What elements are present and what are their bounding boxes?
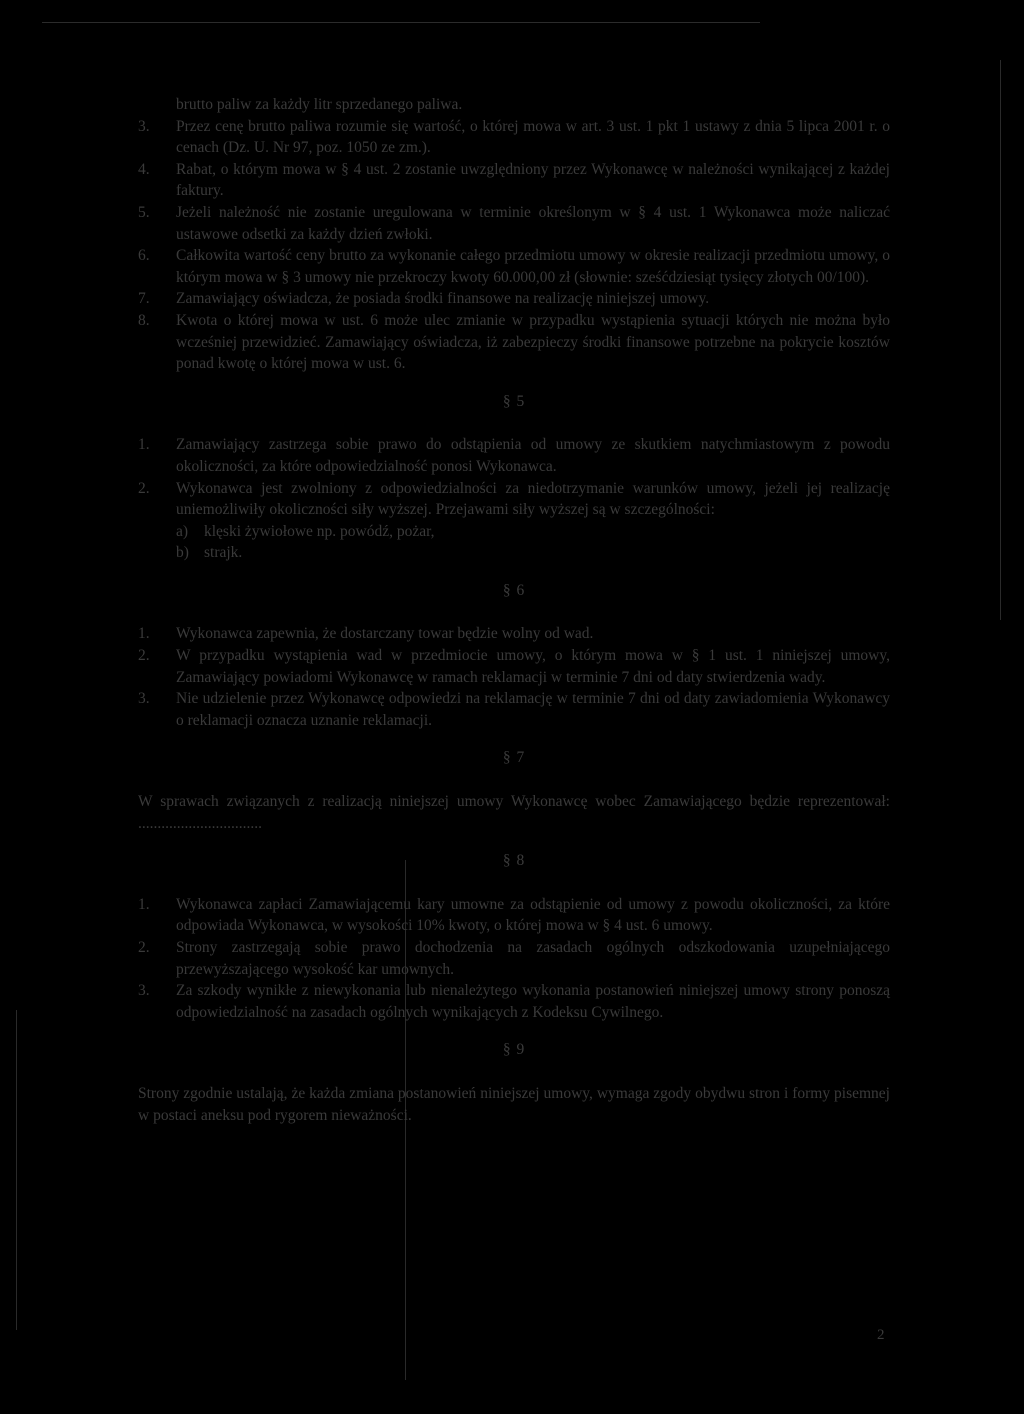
s4-list <box>138 116 890 375</box>
s4-item: 4. Rabat, o którym mowa w § 4 ust. 2 zostanie uwzględniony przez Wykonawcę w należności wynikającej z każdej faktury. <box>138 160 890 200</box>
s5-subitem: a) klęski żywiołowe np. powódź, pożar, <box>176 522 435 540</box>
s4-item: 7. Zamawiający oświadcza, że posiada środki finansowe na realizację niniejszej umowy. <box>138 290 710 308</box>
document-body <box>138 94 890 1126</box>
s6-item: 1. Wykonawca zapewnia, że dostarczany towar będzie wolny od wad. <box>138 625 594 643</box>
section-heading-8: § 8 <box>502 852 526 870</box>
s4-continuation: brutto paliw za każdy litr sprzedanego paliwa. <box>176 96 463 113</box>
s4-item: 5. Jeżeli należność nie zostanie uregulowana w terminie określonym w § 4 ust. 1 Wykonawca może naliczać ustawowe odsetki za każdy dzień zwłoki. <box>138 203 890 243</box>
page-number: 2 <box>877 1327 885 1343</box>
s5-subitem: b) strajk. <box>176 544 243 562</box>
s8-list <box>138 894 890 1024</box>
section-heading-6: § 6 <box>502 581 526 599</box>
s4-item: 3. Przez cenę brutto paliwa rozumie się wartość, o której mowa w art. 3 ust. 1 pkt 1 ustawy z dnia 5 lipca 2001 r. o cenach (Dz. U. Nr 97, poz. 1050 ze zm.). <box>138 117 890 157</box>
s5-item: 1. Zamawiający zastrzega sobie prawo do odstąpienia od umowy ze skutkiem natychmiastowym z powodu okoliczności, za które odpowiedzialność ponosi Wykonawca. <box>138 436 890 475</box>
s6-item: 3. Nie udzielenie przez Wykonawcę odpowiedzi na reklamację w terminie 7 dni od daty zawiadomienia Wykonawcy o reklamacji oznacza uznanie reklamacji. <box>138 690 890 729</box>
s8-item: 3. Za szkody wynikłe z niewykonania lub nienależytego wykonania postanowień niniejszej umowy strony ponoszą odpowiedzialność na zasadach ogólnych wynikających z Kodeksu Cywilnego. <box>138 982 890 1021</box>
s4-item: 8. Kwota o której mowa w ust. 6 może ulec zmianie w przypadku wystąpienia sytuacji których nie można było wcześniej przewidzieć. Zamawiający oświadcza, iż zabezpieczy środki finansowe potrzebne na pokrycie kosztów ponad kwotę o której mowa w ust. 6. <box>138 311 890 373</box>
s8-item: 2. Strony zastrzegają sobie prawo dochodzenia na zasadach ogólnych odszkodowania uzupełniającego przewyższającego wysokość kar umownych. <box>138 939 890 978</box>
scan-margin-line <box>1000 60 1001 620</box>
section-heading-5: § 5 <box>502 392 526 410</box>
s5-item: 2. Wykonawca jest zwolniony z odpowiedzialności za niedotrzymanie warunków umowy, jeżeli jej realizację uniemożliwiły okoliczności siły wyższej. Przejawami siły wyższej są w szczególności: <box>138 479 890 519</box>
s4-item: 6. Całkowita wartość ceny brutto za wykonanie całego przedmiotu umowy w okresie realizacji przedmiotu umowy, o którym mowa w § 3 umowy nie przekroczy kwoty 60.000,00 zł (słownie: sześćdziesiąt tysięcy złotych 00/100). <box>138 247 890 286</box>
s5-sublist <box>138 521 890 564</box>
s6-item: 2. W przypadku wystąpienia wad w przedmiocie umowy, o którym mowa w § 1 ust. 1 niniejszej umowy, Zamawiający powiadomi Wykonawcę w ramach reklamacji w terminie 7 dni od daty stwierdzenia wady. <box>138 647 890 686</box>
s6-list <box>138 623 890 731</box>
s7-text: W sprawach związanych z realizacją niniejszej umowy Wykonawcę wobec Zamawiającego będzie reprezentował: ................................ <box>138 793 890 832</box>
s5-list <box>138 434 890 520</box>
section-heading-9: § 9 <box>502 1041 526 1059</box>
s9-text: Strony zgodnie ustalają, że każda zmiana postanowień niniejszej umowy, wymaga zgody obydwu stron i formy pisemnej w postaci aneksu pod rygorem nieważności. <box>138 1084 890 1124</box>
scan-top-edge <box>42 22 760 23</box>
scan-margin-line <box>16 1010 17 1330</box>
section-heading-7: § 7 <box>502 749 526 767</box>
s8-item: 1. Wykonawca zapłaci Zamawiającemu kary umowne za odstąpienie od umowy z powodu okoliczności, za które odpowiada Wykonawca, w wysokości 10% kwoty, o której mowa w § 4 ust. 6 umowy. <box>138 895 890 935</box>
